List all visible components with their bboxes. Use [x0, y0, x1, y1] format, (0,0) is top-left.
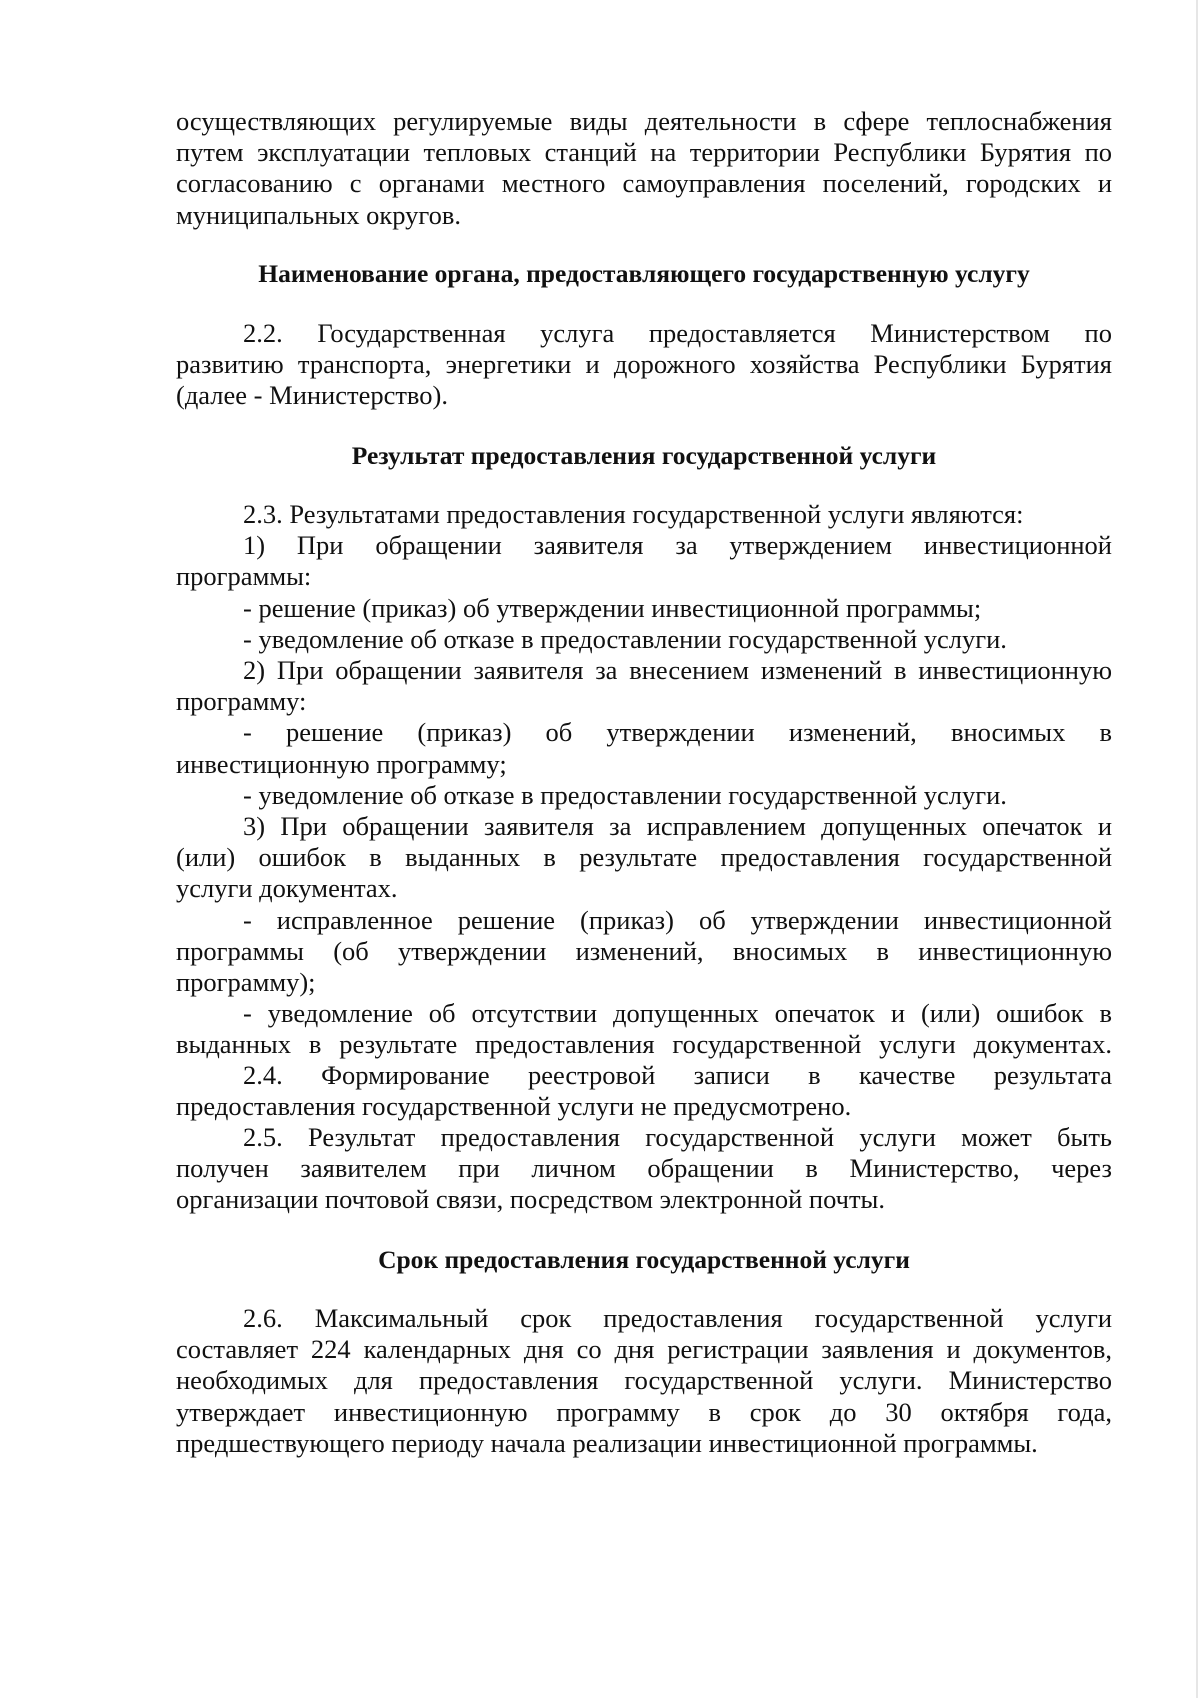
text-line: необходимых для предоставления государственной услуги. Министерство [176, 1365, 1112, 1396]
paragraph-2-5 [176, 1122, 1112, 1216]
paragraph-2-3 [176, 499, 1112, 1061]
text-line: программу); [176, 967, 316, 998]
section-heading-organ: Наименование органа, предоставляющего государственную услугу [258, 259, 1030, 288]
text-line: услуги документах. [176, 873, 398, 904]
text-line: 2.5. Результат предоставления государственной услуги может быть [243, 1122, 1112, 1152]
text-line: - уведомление об отсутствии допущенных опечаток и (или) ошибок в [243, 998, 1112, 1029]
section-heading-result: Результат предоставления государственной услуги [351, 441, 937, 470]
text-line: предшествующего периоду начала реализации инвестиционной программы. [176, 1427, 1038, 1458]
text-line: 1) При обращении заявителя за утверждением инвестиционной [243, 530, 1112, 561]
text-line: составляет 224 календарных дня со дня регистрации заявления и документов, [176, 1334, 1112, 1365]
text-line: - решение (приказ) об утверждении инвестиционной программы; [243, 592, 982, 623]
text-line: выданных в результате предоставления государственной услуги документах. [176, 1029, 1112, 1060]
text-line: осуществляющих регулируемые виды деятельности в сфере теплоснабжения [176, 106, 1112, 136]
text-line: согласованию с органами местного самоуправления поселений, городских и [176, 168, 1112, 199]
text-line: - исправленное решение (приказ) об утверждении инвестиционной [243, 904, 1112, 935]
text-line: предоставления государственной услуги не предусмотрено. [176, 1091, 852, 1122]
text-line: утверждает инвестиционную программу в срок до 30 октября года, [176, 1396, 1112, 1427]
text-line: 2) При обращении заявителя за внесением изменений в инвестиционную [243, 655, 1112, 686]
text-line: развитию транспорта, энергетики и дорожного хозяйства Республики Бурятия [176, 349, 1112, 380]
text-line: 3) При обращении заявителя за исправлением допущенных опечаток и [243, 811, 1112, 842]
text-line: 2.4. Формирование реестровой записи в качестве результата [243, 1060, 1112, 1090]
intro-paragraph [176, 106, 1112, 231]
text-line: (или) ошибок в выданных в результате предоставления государственной [176, 842, 1112, 873]
scan-edge-line [1196, 0, 1198, 1698]
paragraph-2-4 [176, 1060, 1112, 1122]
text-line: инвестиционную программу; [176, 748, 507, 779]
text-line: - решение (приказ) об утверждении изменений, вносимых в [243, 717, 1112, 748]
text-line: получен заявителем при личном обращении в Министерство, через [176, 1153, 1112, 1184]
text-line: - уведомление об отказе в предоставлении государственной услуги. [243, 779, 1007, 810]
text-line: 2.3. Результатами предоставления государственной услуги являются: [243, 499, 1024, 529]
paragraph-2-6 [176, 1303, 1112, 1459]
text-line: путем эксплуатации тепловых станций на территории Республики Бурятия по [176, 137, 1112, 168]
text-line: организации почтовой связи, посредством электронной почты. [176, 1184, 885, 1215]
text-line: (далее - Министерство). [176, 380, 448, 411]
text-line: программу: [176, 686, 307, 717]
text-line: 2.6. Максимальный срок предоставления государственной услуги [243, 1303, 1112, 1333]
text-line: 2.2. Государственная услуга предоставляется Министерством по [243, 318, 1112, 348]
text-line: муниципальных округов. [176, 199, 461, 230]
paragraph-2-2 [176, 318, 1112, 412]
section-heading-term: Срок предоставления государственной услуги [378, 1245, 910, 1274]
text-line: программы (об утверждении изменений, вносимых в инвестиционную [176, 935, 1112, 966]
text-line: - уведомление об отказе в предоставлении государственной услуги. [243, 623, 1007, 654]
text-line: программы: [176, 561, 312, 592]
